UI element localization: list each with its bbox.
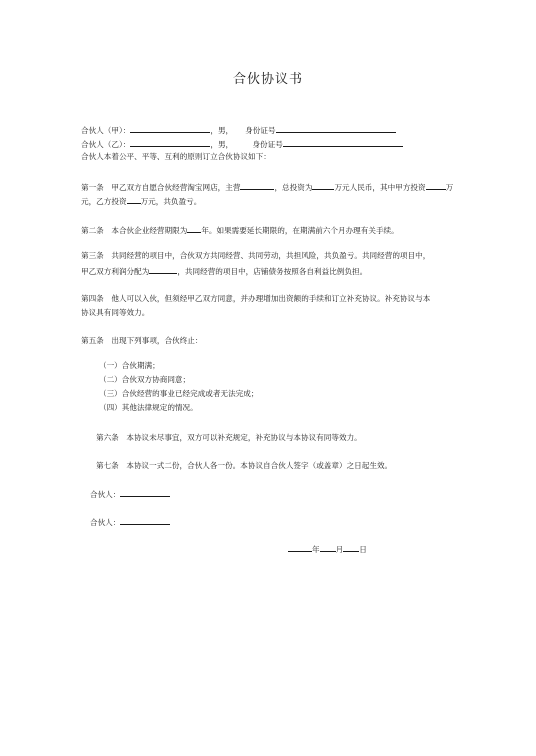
partner-a-name-blank[interactable]	[130, 124, 210, 133]
date-month-blank[interactable]	[320, 543, 336, 552]
partner-b-line	[81, 138, 403, 150]
partner-a-id-blank[interactable]	[276, 124, 396, 133]
article-4-line-1: 第四条 他人可以入伙，但须经甲乙双方同意，并办理增加出资额的手续和订立补充协议。补充协议与本	[81, 294, 431, 303]
signature-blank-1[interactable]	[120, 488, 170, 497]
partner-b-id-label: 身份证号	[252, 140, 283, 149]
signature-label-2: 合伙人：	[90, 518, 121, 527]
partner-b-label: 合伙人（乙）：	[81, 140, 131, 149]
article-1-line-1: 第一条 甲乙双方自愿合伙经营淘宝网店，主营 ，总投资为 万元人民币，其中甲方投资 万	[81, 183, 454, 192]
article-5-item-4: （四）其他法律规定的情况。	[99, 403, 198, 412]
blank-main-business[interactable]	[240, 181, 274, 190]
partner-b-gender: ，男，	[210, 140, 234, 149]
article-3-line-1: 第三条 共同经营的项目中，合伙双方共同经营、共同劳动，共担风险，共负盈亏。共同经营的项目中，	[81, 251, 431, 260]
article-2: 第二条 本合伙企业经营期限为 年。如果需要延长期限的，在期满前六个月办理有关手续。	[81, 226, 399, 235]
date-day-blank[interactable]	[343, 543, 359, 552]
partner-b-name-blank[interactable]	[130, 138, 210, 147]
article-3-line-2: 甲乙双方利润分配为 ，共同经营的项目中，店铺债务按照各自利益比例负担。	[81, 267, 368, 276]
blank-profit-ratio[interactable]	[149, 265, 177, 274]
partner-b-id-blank[interactable]	[283, 138, 403, 147]
article-4-line-2: 协议具有同等效力。	[81, 308, 150, 317]
date-year-blank[interactable]	[288, 543, 312, 552]
partner-a-label: 合伙人（甲）：	[81, 126, 131, 135]
date-line: 年 月 日	[288, 543, 367, 555]
partner-a-line	[81, 124, 396, 136]
partner-a-id-label: 身份证号	[245, 126, 276, 135]
article-7: 第七条 本协议一式二份，合伙人各一份。本协议自合伙人签字（或盖章）之日起生效。	[96, 461, 393, 470]
preamble: 合伙人本着公平、平等、互利的原则订立合伙协议如下：	[81, 152, 271, 161]
blank-total-investment[interactable]	[312, 181, 334, 190]
signature-line-1	[90, 488, 170, 500]
article-1-line-2: 元，乙方投资 万元，共负盈亏。	[81, 197, 202, 206]
article-5-item-3: （三）合伙经营的事业已经完成或者无法完成；	[99, 389, 259, 398]
blank-term-years[interactable]	[187, 224, 201, 233]
signature-blank-2[interactable]	[120, 516, 170, 525]
blank-party-a-investment[interactable]	[426, 181, 446, 190]
article-5: 第五条 出现下列事项，合伙终止：	[81, 336, 203, 345]
article-5-item-1: （一）合伙期满；	[99, 361, 160, 370]
document-title: 合伙协议书	[232, 72, 303, 87]
article-6: 第六条 本协议未尽事宜，双方可以补充规定，补充协议与本协议有同等效力。	[96, 433, 362, 442]
partner-a-gender: ，男，	[210, 126, 234, 135]
signature-label-1: 合伙人：	[90, 490, 121, 499]
signature-line-2	[90, 516, 170, 528]
blank-party-b-investment[interactable]	[127, 195, 141, 204]
article-5-item-2: （二）合伙双方协商同意；	[99, 375, 191, 384]
